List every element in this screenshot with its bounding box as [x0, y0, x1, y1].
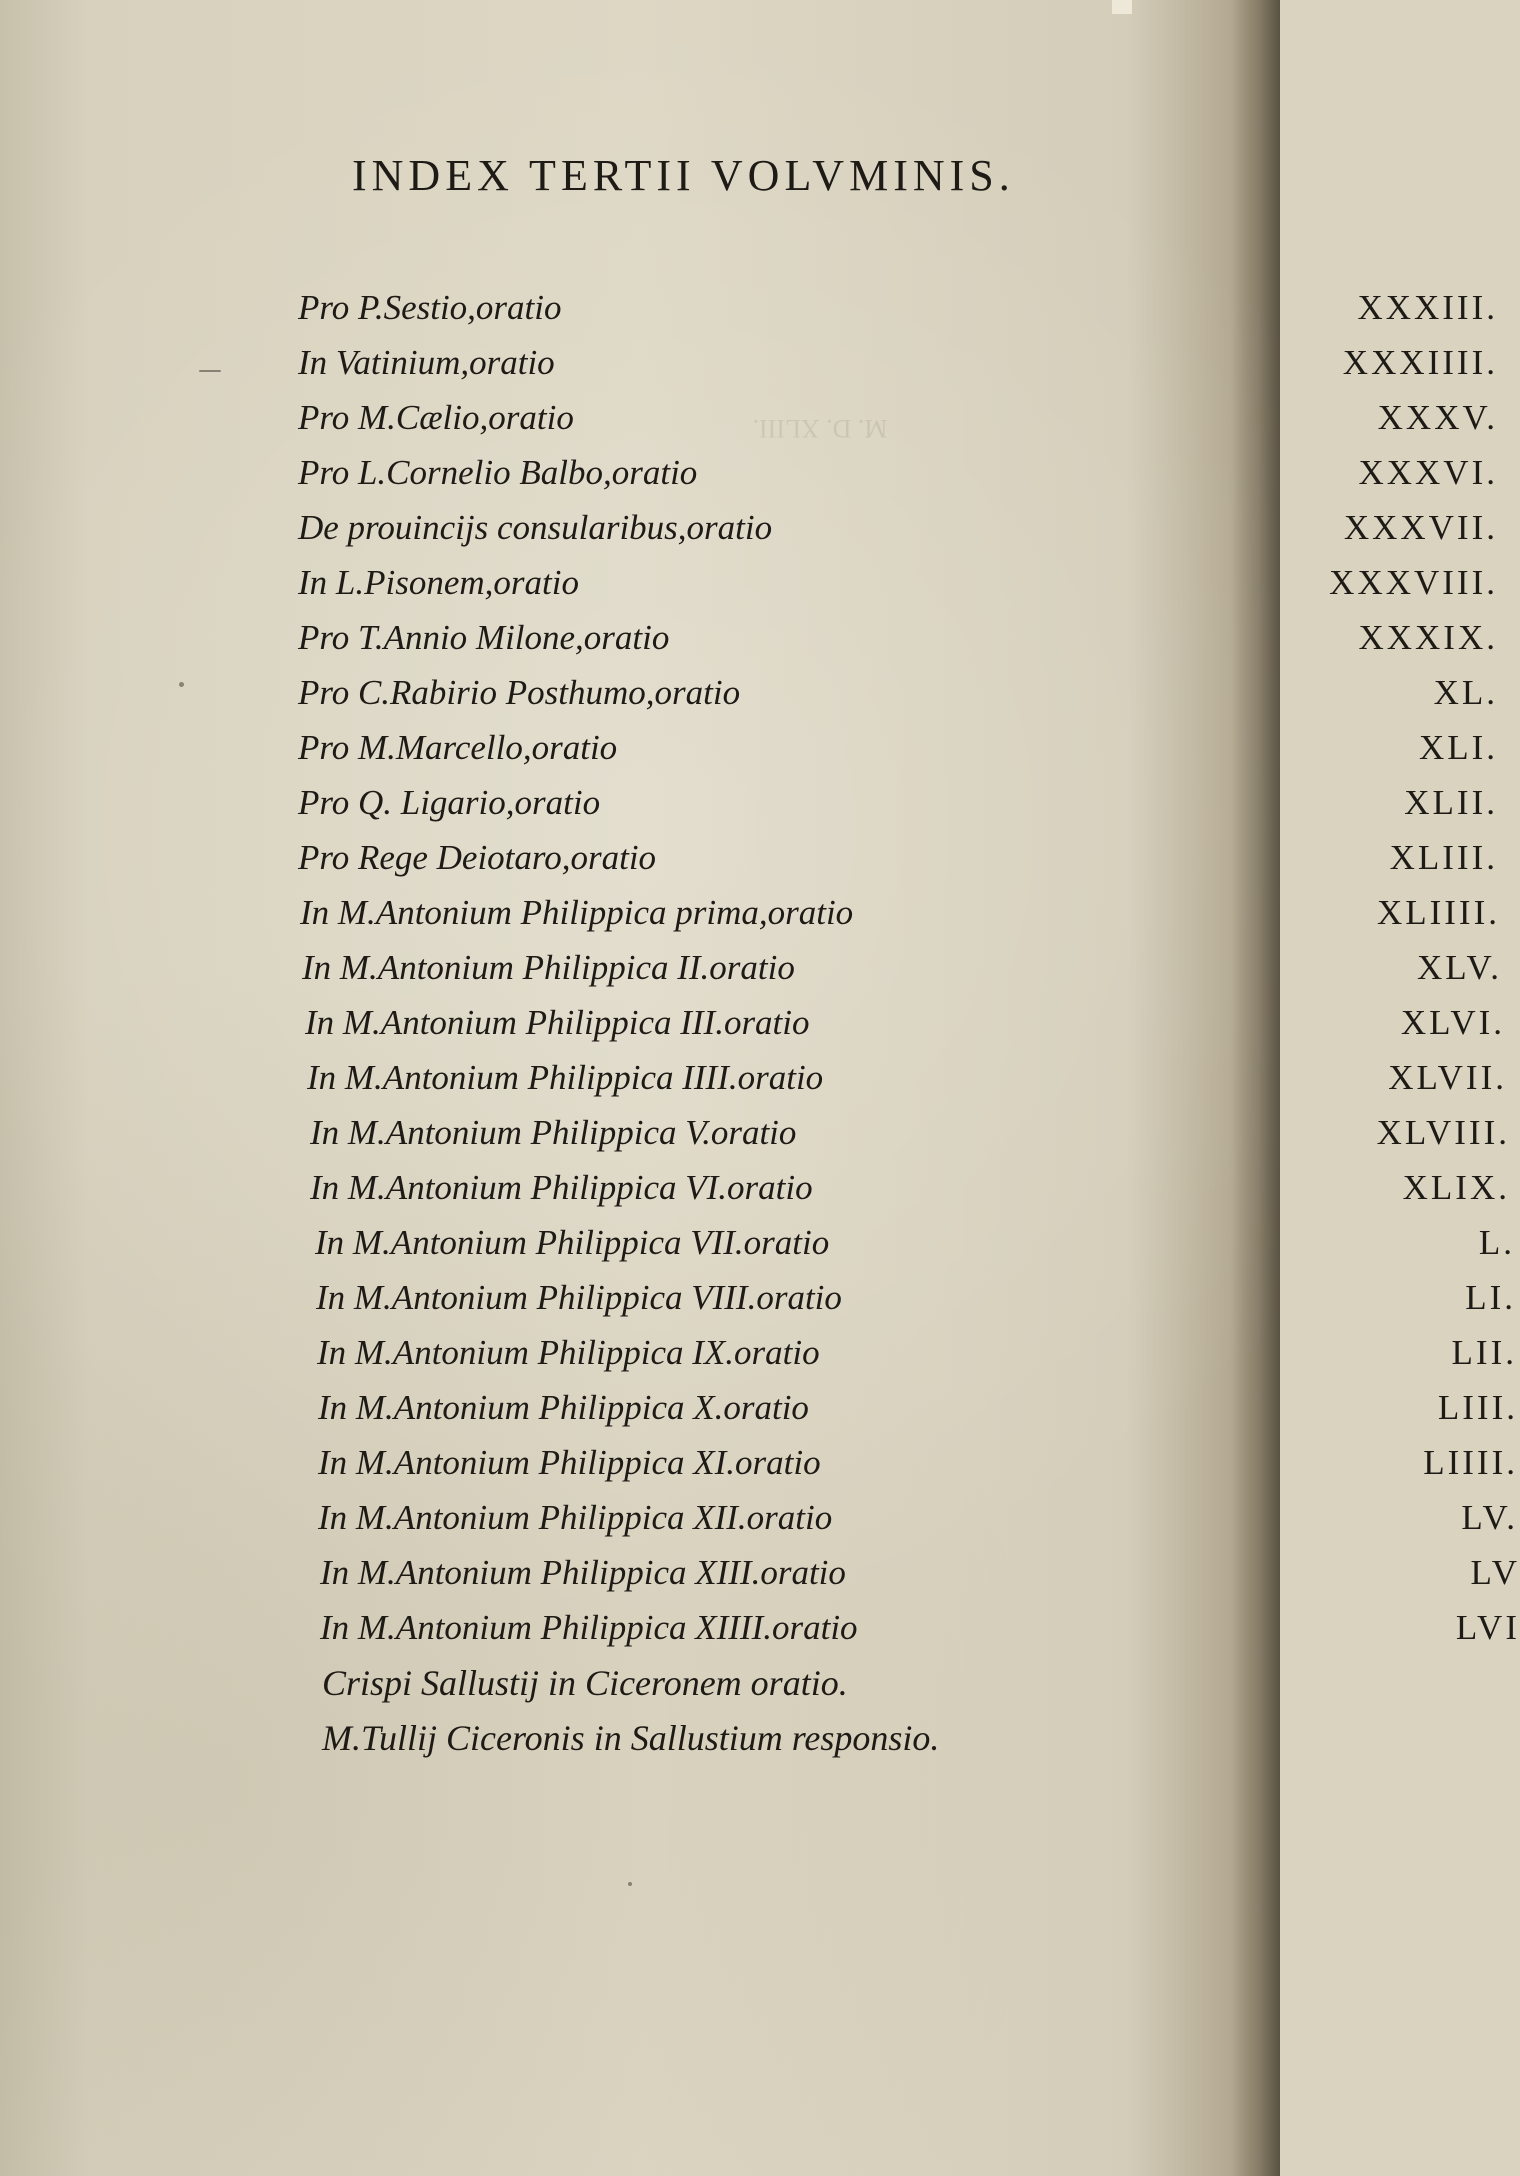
entry-number: XL. — [1433, 673, 1498, 712]
entry-number: XLIII. — [1389, 838, 1498, 877]
entry-label: In L.Pisonem,oratio — [298, 563, 579, 602]
entry-number: XXXV. — [1377, 398, 1498, 437]
entry-number: XLVII. — [1388, 1058, 1507, 1097]
entry-number: XLIIII. — [1376, 893, 1500, 932]
entry-number: XXXVIII. — [1329, 563, 1498, 602]
entry-label: Pro M.Marcello,oratio — [298, 728, 618, 767]
entry-number: XLI. — [1418, 728, 1498, 767]
entry-number: LV — [1470, 1553, 1520, 1592]
entry-label: Pro Q. Ligario,oratio — [298, 783, 601, 822]
entry-label: Pro Rege Deiotaro,oratio — [298, 838, 657, 877]
ink-mark — [628, 1882, 632, 1886]
entry-label: Pro C.Rabirio Posthumo,oratio — [298, 673, 741, 712]
entry-label: In M.Antonium Philippica VII.oratio — [315, 1223, 830, 1262]
entry-label: In M.Antonium Philippica XI.oratio — [318, 1443, 821, 1482]
entry-number: XXXIIII. — [1342, 343, 1498, 382]
entry-label: In M.Antonium Philippica XIIII.oratio — [320, 1608, 858, 1647]
entry-number: XXXIX. — [1358, 618, 1498, 657]
entry-number: XXXIII. — [1357, 288, 1498, 327]
entry-label: In M.Antonium Philippica VI.oratio — [310, 1168, 813, 1207]
entry-number: L. — [1478, 1223, 1515, 1262]
entry-number: XLVI. — [1400, 1003, 1505, 1042]
entry-label: Crispi Sallustij in Ciceronem oratio. — [322, 1663, 848, 1703]
entry-label: In M.Antonium Philippica V.oratio — [310, 1113, 797, 1152]
entry-number: XLIX. — [1402, 1168, 1510, 1207]
entry-number: XXXVII. — [1343, 508, 1498, 547]
entry-number: XXXVI. — [1358, 453, 1498, 492]
entry-label: M.Tullij Ciceronis in Sallustium responsio. — [322, 1718, 940, 1758]
entry-label: In M.Antonium Philippica prima,oratio — [300, 893, 854, 932]
entry-label: In M.Antonium Philippica II.oratio — [302, 948, 795, 987]
page-title: INDEX TERTII VOLVMINIS. — [352, 151, 1015, 200]
entry-label: Pro M.Cælio,oratio — [298, 398, 574, 437]
entry-label: In M.Antonium Philippica IIII.oratio — [307, 1058, 824, 1097]
entry-label: Pro P.Sestio,oratio — [298, 288, 562, 327]
entry-label: Pro L.Cornelio Balbo,oratio — [298, 453, 698, 492]
entry-number: XLV. — [1417, 948, 1502, 987]
entry-label: De prouincijs consularibus,oratio — [298, 508, 773, 547]
entry-number: LIII. — [1437, 1388, 1518, 1427]
entry-number: XLVIII. — [1376, 1113, 1510, 1152]
entry-label: In Vatinium,oratio — [298, 343, 555, 382]
entry-label: In M.Antonium Philippica X.oratio — [318, 1388, 809, 1427]
entry-number: LV. — [1461, 1498, 1518, 1537]
entry-label: In M.Antonium Philippica XII.oratio — [318, 1498, 833, 1537]
entry-number: LIIII. — [1423, 1443, 1518, 1482]
entry-label: In M.Antonium Philippica XIII.oratio — [320, 1553, 846, 1592]
ink-mark — [199, 370, 221, 372]
paper-tear — [1112, 0, 1132, 14]
entry-number: LVI — [1455, 1608, 1520, 1647]
entry-label: In M.Antonium Philippica III.oratio — [305, 1003, 810, 1042]
entry-number: LI. — [1465, 1278, 1516, 1317]
ink-mark — [179, 682, 184, 687]
entry-number: LII. — [1451, 1333, 1517, 1372]
entry-label: In M.Antonium Philippica IX.oratio — [317, 1333, 820, 1372]
entry-number: XLII. — [1404, 783, 1498, 822]
entry-label: Pro T.Annio Milone,oratio — [298, 618, 670, 657]
bleed-through-text: M. D. XLIII. — [752, 414, 888, 443]
entry-label: In M.Antonium Philippica VIII.oratio — [316, 1278, 842, 1317]
